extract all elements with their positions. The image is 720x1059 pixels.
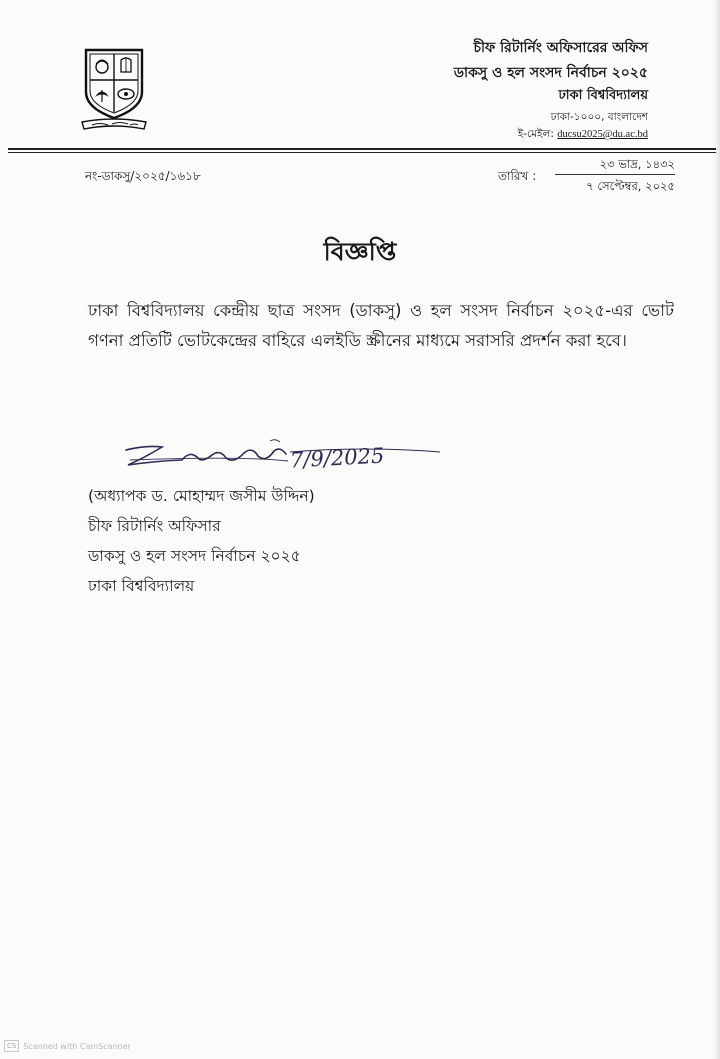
scanner-text: Scanned with CamScanner [23, 1041, 131, 1051]
scanner-badge: CS [4, 1040, 19, 1052]
notice-title: বিজ্ঞপ্তি [323, 237, 397, 266]
date-gregorian: ৭ সেপ্টেম্বর, ২০২৫ [586, 179, 675, 193]
date-block [555, 155, 675, 194]
letterhead [328, 40, 648, 141]
signatory-designation: চীফ রিটার্নিং অফিসার [88, 517, 221, 535]
date-bangla: ২৩ ভাদ্র, ১৪৩২ [599, 157, 675, 171]
university-name: ঢাকা বিশ্ববিদ্যালয় [558, 88, 648, 104]
university-crest-icon [80, 42, 148, 130]
email-label: ই-মেইল: [517, 128, 554, 141]
signature-date: 7/9/2025 [289, 443, 385, 473]
notice-body: ঢাকা বিশ্ববিদ্যালয় কেন্দ্রীয় ছাত্র সংসদ (ডাকসু) ও হল সংসদ নির্বাচন ২০২৫-এর ভোট গণনা প্রতিটি ভোটকেন্দ্রের বাহিরে এলইডি স্ক্রীনের মাধ্যমে সরাসরি প্রদর্শন করা হবে। [88, 301, 674, 350]
signatory-name: (অধ্যাপক ড. মোহাম্মদ জসীম উদ্দিন) [88, 487, 315, 505]
signatory-university: ঢাকা বিশ্ববিদ্যালয় [88, 577, 195, 595]
signatory-block [88, 481, 315, 601]
election-name: ডাকসু ও হল সংসদ নির্বাচন ২০২৫ [453, 65, 648, 82]
address: ঢাকা-১০০০, বাংলাদেশ [550, 111, 648, 124]
memo-number: নং-ডাকসু/২০২৫/১৬১৮ [85, 169, 201, 183]
email-line [328, 128, 648, 141]
handwritten-signature [120, 436, 450, 476]
email-link[interactable]: ducsu2025@du.ac.bd [557, 129, 648, 141]
header-divider-thin [8, 152, 716, 153]
office-name: চীফ রিটার্নিং অফিসারের অফিস [473, 40, 648, 56]
page-edge-shadow [714, 0, 720, 1059]
header-divider [8, 148, 716, 150]
signatory-organization: ডাকসু ও হল সংসদ নির্বাচন ২০২৫ [88, 547, 301, 565]
date-divider [555, 174, 675, 175]
date-label: তারিখ : [498, 169, 537, 183]
scanner-watermark [4, 1040, 131, 1052]
